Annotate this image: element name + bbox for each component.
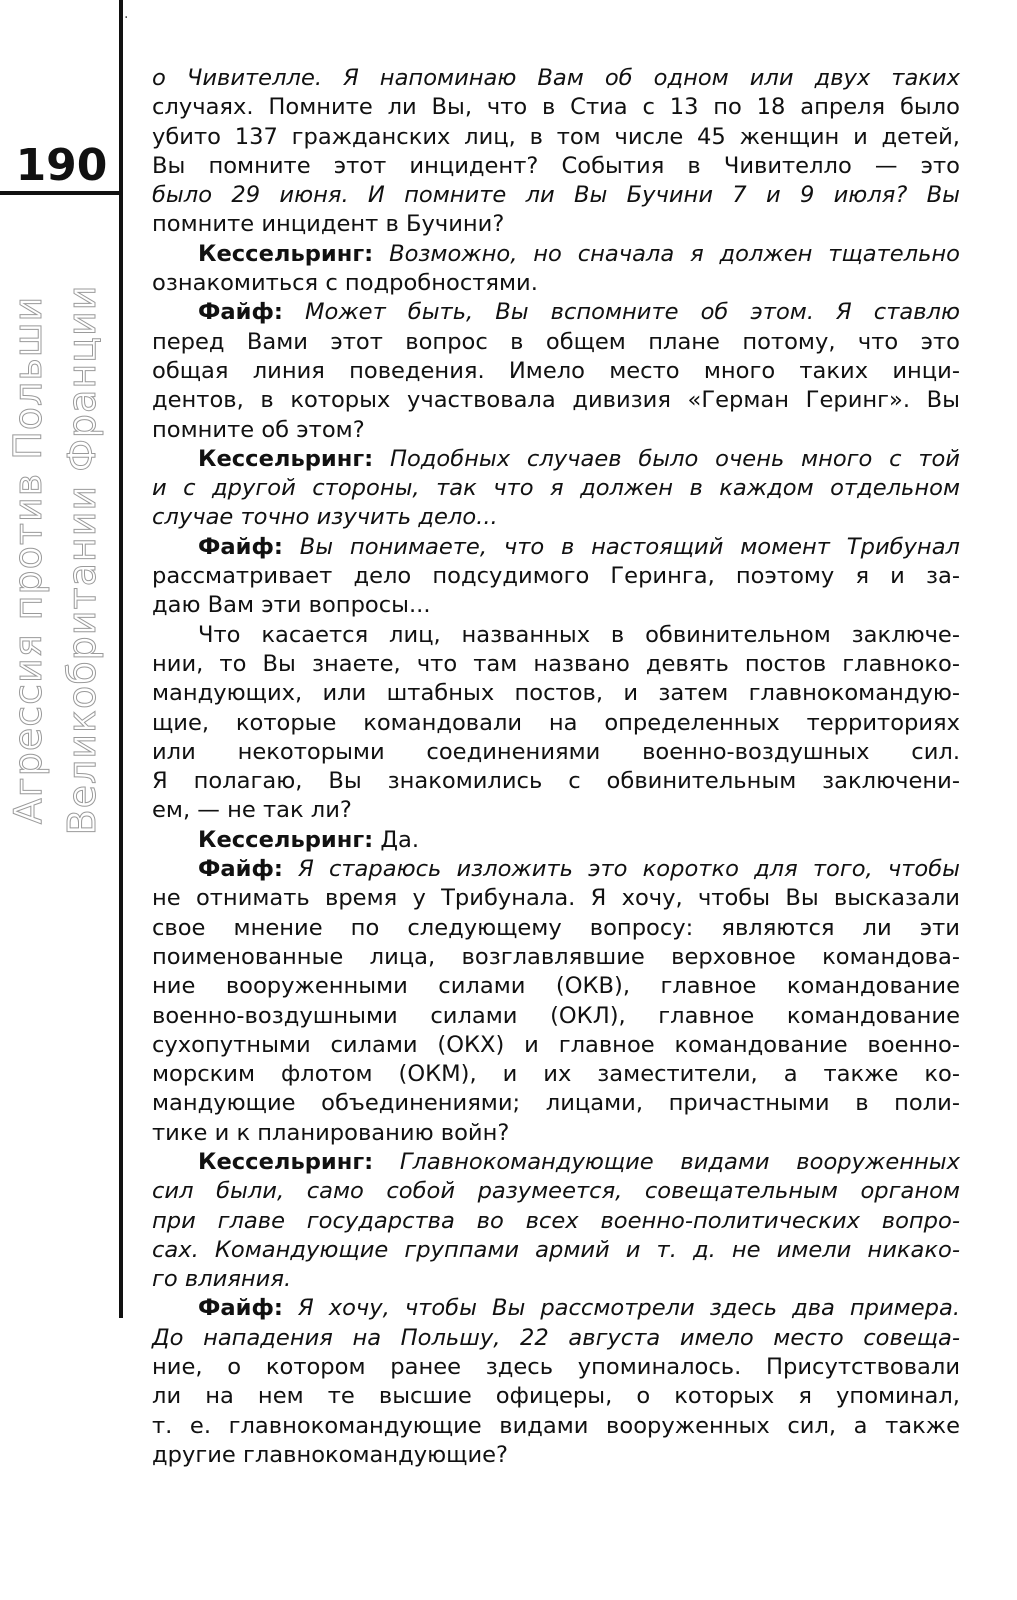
text-line (152, 357, 960, 386)
text-line (152, 914, 960, 943)
text-line (152, 1177, 960, 1206)
line-text: Да. (380, 826, 420, 853)
text-line (152, 1119, 960, 1148)
text-line (152, 474, 960, 503)
line-text: о Чивителле. Я напоминаю Вам об одном или двух таких (152, 65, 960, 91)
text-line (152, 64, 960, 93)
text-line (152, 123, 960, 152)
body-text (152, 64, 960, 1470)
side-title-text-1: Агрессия против Польши (6, 295, 50, 825)
line-text: при главе государства во всех военно-политических вопро- (152, 1207, 960, 1234)
text-line (152, 328, 960, 357)
line-text: Я хочу, чтобы Вы рассмотрели здесь два примера. (297, 1295, 960, 1322)
text-line (152, 650, 960, 679)
text-line (152, 210, 960, 239)
line-text: ознакомиться с подробностями. (152, 270, 538, 297)
line-text: случае точно изучить дело... (152, 504, 498, 531)
text-line (152, 1207, 960, 1236)
line-text: морским флотом (ОКМ), и их заместители, а также ко- (152, 1061, 960, 1088)
text-line (152, 1265, 960, 1294)
text-line (152, 943, 960, 972)
line-text: ние, о котором ранее здесь упоминалось. Присутствовали (152, 1354, 960, 1381)
text-line (152, 1148, 960, 1177)
text-line (152, 1353, 960, 1382)
line-text: сухопутными силами (ОКХ) и главное командование военно- (152, 1031, 960, 1058)
text-line (152, 1412, 960, 1441)
speaker-name: Кессельринг: (198, 826, 374, 853)
text-line (152, 679, 960, 708)
line-text: нии, то Вы знаете, что там названо девять постов главноко- (152, 650, 960, 677)
text-line (152, 1089, 960, 1118)
text-line (152, 591, 960, 620)
text-line (152, 416, 960, 445)
text-line (152, 1382, 960, 1411)
speaker-name: Файф: (198, 299, 283, 326)
line-text: щие, которые командовали на определенных территориях (152, 709, 960, 736)
line-text: рассматривает дело подсудимого Геринга, поэтому я и за- (152, 563, 960, 590)
line-text: Вы понимаете, что в настоящий момент Трибунал (299, 533, 960, 560)
line-text: помните об этом? (152, 416, 365, 443)
side-title-text-2: Великобритании Франции (60, 284, 104, 836)
speaker-name: Кессельринг: (198, 240, 374, 267)
line-text: Вы помните этот инцидент? События в Чивителло — это (152, 152, 960, 179)
text-line (152, 855, 960, 884)
text-line (152, 503, 960, 532)
text-line (152, 181, 960, 210)
text-line (152, 1031, 960, 1060)
line-text: сил были, само собой разумеется, совещательным органом (152, 1178, 960, 1205)
text-line (152, 152, 960, 181)
text-line (152, 240, 960, 269)
line-text: было 29 июня. И помните ли Вы Бучини 7 и 9 июля? Вы (152, 182, 960, 209)
text-line (152, 93, 960, 122)
text-line (152, 884, 960, 913)
text-line (152, 1060, 960, 1089)
text-line (152, 1002, 960, 1031)
text-line (152, 826, 960, 855)
line-text: До нападения на Польшу, 22 августа имело место совеща- (152, 1324, 960, 1351)
line-text: даю Вам эти вопросы... (152, 592, 431, 619)
line-text: перед Вами этот вопрос в общем плане потому, что это (152, 328, 960, 355)
text-line (152, 1294, 960, 1323)
text-line (152, 445, 960, 474)
speaker-name: Кессельринг: (198, 445, 374, 472)
line-text: другие главнокомандующие? (152, 1441, 509, 1468)
speaker-name: Файф: (198, 856, 283, 883)
text-line (152, 767, 960, 796)
speaker-name: Файф: (198, 533, 283, 560)
text-line (152, 1441, 960, 1470)
line-text: и с другой стороны, так что я должен в каждом отдельном (152, 475, 960, 502)
line-text: Может быть, Вы вспомните об этом. Я ставлю (305, 299, 960, 326)
line-text: помните инцидент в Бучини? (152, 211, 505, 238)
line-text: мандующие объединениями; лицами, причастными в поли- (152, 1090, 960, 1117)
line-text: сах. Командующие группами армий и т. д. не имели никако- (152, 1236, 960, 1263)
top-mark: · (124, 10, 129, 26)
text-line (152, 738, 960, 767)
vertical-rule (119, 0, 123, 1318)
line-text: ем, — не так ли? (152, 797, 352, 824)
text-line (152, 1236, 960, 1265)
line-text: дентов, в которых участвовала дивизия «Герман Геринг». Вы (152, 387, 960, 414)
text-line (152, 298, 960, 327)
line-text: или некоторыми соединениями военно-воздушных сил. (152, 738, 960, 765)
line-text: т. е. главнокомандующие видами вооруженных сил, а также (152, 1412, 960, 1439)
line-text: Я стараюсь изложить это коротко для того, чтобы (298, 856, 960, 883)
text-line (152, 1324, 960, 1353)
line-text: Что касается лиц, названных в обвинительном заключе- (198, 621, 960, 648)
line-text: тике и к планированию войн? (152, 1119, 510, 1146)
text-line (152, 269, 960, 298)
page-number: 190 (15, 140, 108, 191)
line-text: не отнимать время у Трибунала. Я хочу, чтобы Вы высказали (152, 885, 960, 912)
text-line (152, 796, 960, 825)
page-number-rule (0, 191, 121, 195)
text-line (152, 621, 960, 650)
text-line (152, 709, 960, 738)
line-text: Подобных случаев было очень много с той (389, 445, 960, 472)
line-text: поименованные лица, возглавлявшие верховное командова- (152, 943, 960, 970)
text-line (152, 386, 960, 415)
speaker-name: Файф: (198, 1295, 283, 1322)
line-text: Возможно, но сначала я должен тщательно (389, 240, 960, 267)
line-text: военно-воздушными силами (ОКЛ), главное командование (152, 1002, 960, 1029)
line-text: случаях. Помните ли Вы, что в Стиа с 13 по 18 апреля было (152, 94, 960, 121)
speaker-name: Кессельринг: (198, 1148, 374, 1175)
text-line (152, 972, 960, 1001)
line-text: Главнокомандующие видами вооруженных (399, 1148, 960, 1175)
line-text: свое мнение по следующему вопросу: являются ли эти (152, 914, 960, 941)
line-text: мандующих, или штабных постов, и затем главнокомандую- (152, 680, 960, 707)
text-line (152, 533, 960, 562)
line-text: убито 137 гражданских лиц, в том числе 45 женщин и детей, (152, 123, 960, 150)
text-line (152, 562, 960, 591)
line-text: Я полагаю, Вы знакомились с обвинительным заключени- (152, 768, 960, 795)
line-text: го влияния. (152, 1266, 292, 1293)
line-text: ние вооруженными силами (ОКВ), главное командование (152, 973, 960, 1000)
line-text: ли на нем те высшие офицеры, о которых я упоминал, (152, 1383, 960, 1410)
line-text: общая линия поведения. Имело место много таких инци- (152, 357, 960, 384)
